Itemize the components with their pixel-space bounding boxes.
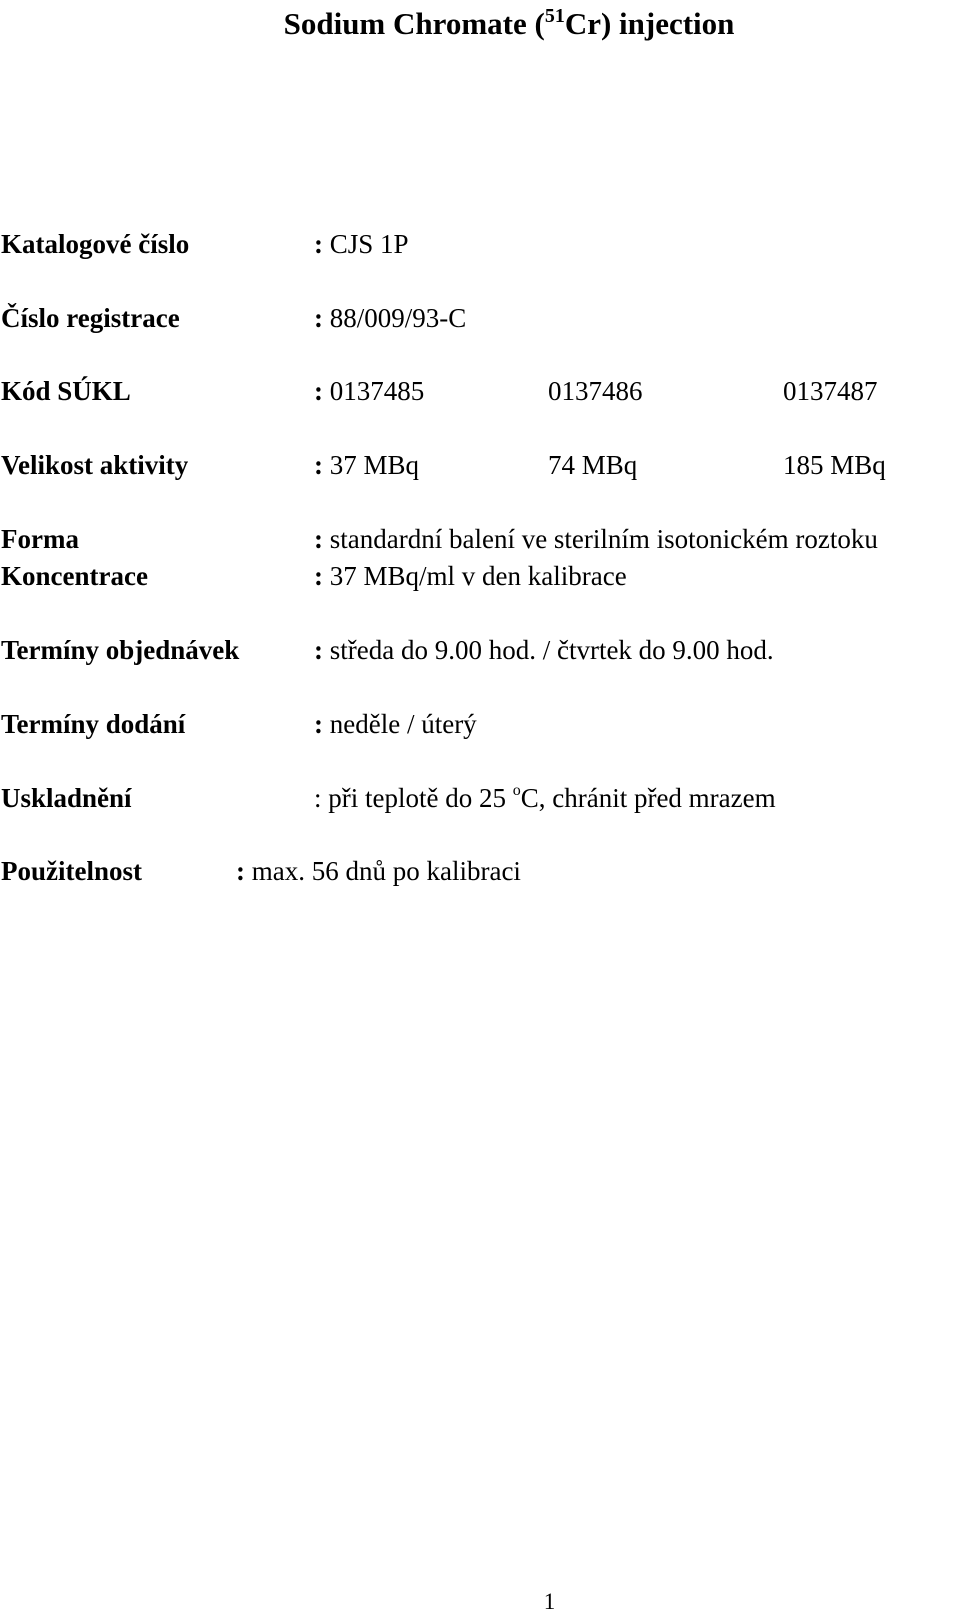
- title-suffix: Cr) injection: [564, 6, 735, 41]
- title-isotope-mass-number: 51: [544, 5, 565, 27]
- catalog-number-label: Katalogové číslo: [1, 229, 190, 259]
- document-title: [0, 0, 960, 48]
- activity-size-text-1: 37 MBq: [329, 450, 420, 480]
- storage-label: Uskladnění: [1, 783, 132, 813]
- delivery-terms-label: Termíny dodání: [1, 709, 186, 739]
- title-prefix: Sodium Chromate (: [283, 6, 545, 41]
- form-text: standardní balení ve sterilním isotonickém roztoku: [329, 524, 878, 554]
- storage-text-suffix: C, chránit před mrazem: [520, 783, 776, 813]
- colon: :: [314, 709, 323, 739]
- colon: :: [314, 450, 323, 480]
- storage-value: [314, 780, 776, 816]
- storage-text-prefix: při teplotě do 25: [328, 783, 513, 813]
- activity-size-value-3: 185 MBq: [783, 450, 886, 480]
- sukl-code-value-3: 0137487: [783, 376, 878, 406]
- activity-size-value-2: 74 MBq: [548, 450, 638, 480]
- registration-number-label: Číslo registrace: [1, 303, 180, 333]
- order-terms-label: Termíny objednávek: [1, 635, 240, 665]
- colon: :: [314, 783, 322, 813]
- shelf-life-text: max. 56 dnů po kalibraci: [251, 856, 521, 886]
- concentration-label: Koncentrace: [1, 561, 148, 591]
- concentration-text: 37 MBq/ml v den kalibrace: [329, 561, 627, 591]
- sukl-code-value-1: [314, 373, 424, 409]
- order-terms-text: středa do 9.00 hod. / čtvrtek do 9.00 hod.: [329, 635, 774, 665]
- activity-size-value-1: [314, 447, 419, 483]
- colon: :: [314, 635, 323, 665]
- catalog-number-value: [314, 226, 409, 262]
- shelf-life-label: Použitelnost: [1, 856, 142, 886]
- catalog-number-text: CJS 1P: [329, 229, 409, 259]
- page-number: 1: [543, 1589, 556, 1614]
- shelf-life-value: [236, 853, 521, 889]
- sukl-code-value-2: 0137486: [548, 376, 643, 406]
- colon: :: [314, 303, 323, 333]
- registration-number-value: [314, 300, 466, 336]
- form-label: Forma: [1, 524, 79, 554]
- colon: :: [314, 376, 323, 406]
- order-terms-value: [314, 632, 774, 668]
- delivery-terms-value: [314, 706, 477, 742]
- degree-symbol: o: [512, 782, 521, 799]
- form-value: [314, 521, 878, 557]
- sukl-code-text-1: 0137485: [329, 376, 425, 406]
- activity-size-label: Velikost aktivity: [1, 450, 189, 480]
- colon: :: [314, 524, 323, 554]
- registration-number-text: 88/009/93-C: [329, 303, 467, 333]
- colon: :: [314, 229, 323, 259]
- sukl-code-label: Kód SÚKL: [1, 376, 131, 406]
- colon: :: [236, 856, 245, 886]
- concentration-value: [314, 558, 627, 594]
- colon: :: [314, 561, 323, 591]
- delivery-terms-text: neděle / úterý: [329, 709, 477, 739]
